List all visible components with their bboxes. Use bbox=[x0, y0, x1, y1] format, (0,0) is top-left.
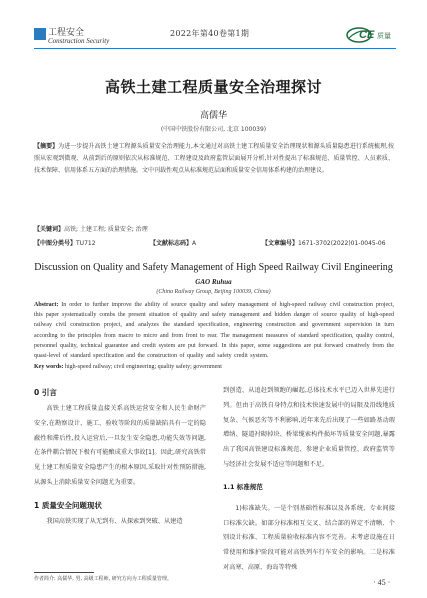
keywords-cn bbox=[34, 224, 148, 233]
journal-header bbox=[0, 0, 427, 54]
intro-paragraph: 高铁土建工程质量直接关系高铁运营安全和人民生命财产安全,在勘察设计、施工、验收等阶段的质量缺陷具有一定的隐蔽性和滞后性,投入运营后,一旦发生安全隐患,功能失效等问题,在条件耦合情况下极有可能酿成重大事故[1]。因此,研究高铁常见土建工程质量安全隐患产生的根本原因,采取针对性预防措施,从源头上消除质量安全问题尤为重要。 bbox=[34, 405, 206, 486]
section-heading-status: 1 质量安全问题现状 bbox=[34, 500, 102, 510]
keywords-text: 高铁; 土建工程; 质量安全; 治理 bbox=[64, 226, 148, 233]
keywords-en bbox=[34, 364, 222, 370]
journal-name-en: Construction Security bbox=[48, 37, 110, 45]
footnote-divider bbox=[34, 572, 94, 573]
article-title: 高铁土建工程质量安全治理探讨 bbox=[104, 78, 322, 96]
badge-mark: CE bbox=[359, 29, 375, 41]
keywords-en-text: high-speed railway; civil engineering; quality safety; government bbox=[65, 364, 222, 370]
author-name-en: GAO Ruhua bbox=[195, 278, 232, 286]
author-affiliation-en: (China Railway Group, Beijing 100039, China) bbox=[156, 289, 271, 295]
journal-name: 工程安全 bbox=[48, 27, 85, 37]
journal-logo-icon bbox=[34, 28, 46, 40]
doc-value: A bbox=[192, 240, 197, 247]
clc-number bbox=[34, 238, 96, 247]
right-paragraph: 到创造、从追赶到领跑的崛起,总体技术水平已迈入世界先进行列。但由于高铁自身特点和技术快速发展中的局限及沿线地质复杂、气候恶劣等不利影响,近年来先后出现了一些如路基动瑕增纳、隧道衬砌掉块、桥梁缆索构件损坏等质量安全问题,暴露出了我国高铁建设标准规范、参建企业质量管控、政府监管等与经济社会发展不适应等问题和不足。 bbox=[223, 387, 395, 468]
author-affiliation: (中国中铁股份有限公司, 北京 100039) bbox=[160, 126, 267, 133]
page-number: · 45 · bbox=[373, 578, 391, 587]
article-label: 【文章编号】 bbox=[262, 240, 299, 247]
article-title-en: Discussion on Quality and Safety Management of High Speed Railway Civil Engineering bbox=[34, 262, 393, 273]
doc-label: 【文献标志码】 bbox=[150, 240, 193, 247]
author-name: 高儒华 bbox=[199, 111, 227, 121]
journal-issue: 2022年第40卷第1期 bbox=[170, 29, 250, 38]
subsection-heading-standards: 1.1 标准规范 bbox=[223, 483, 263, 492]
author-footnote: 作者简介: 高儒华, 男, 高级工程师, 研究方向为工程质量管理。 bbox=[34, 576, 172, 582]
abstract-en-label: Abstract: bbox=[34, 302, 59, 308]
header-divider bbox=[34, 48, 396, 49]
status-paragraph: 我国高铁实现了从无到有、从探索到突破、从建造 bbox=[46, 517, 183, 525]
document-code bbox=[150, 238, 196, 247]
abstract-text: 为进一步提升高铁土建工程源头质量安全治理能力,本文通过对高铁土建工程质量安全治理现状和源头质量隐患进行系统梳理,按照从宏观到微观、从前到后的原则依次从标准规范、工程建设及政府监管层面展开分析,针对性提出了标准规范、质量管控、人员素质、技术保障、信用体系五方面的治理措施。文中刊载性观点从标准规范层面和质量安全信用体系构建的治理建议。 bbox=[34, 143, 394, 174]
standards-paragraph: 1)标准缺失。一是个别基础性标准以及各系统、专业间接口标准欠缺。如部分标准相互交叉、结合部的界定不清晰、个别设计标准、工程质量验收标准内容不完善。未考虑设施在日常使用和维护阶段可能对高铁列车行车安全的影响。二是标准对高寒、高原、海岛等特殊 bbox=[223, 504, 395, 571]
keywords-label: 【关键词】 bbox=[34, 226, 65, 233]
badge-label: 质量 bbox=[377, 33, 391, 40]
abstract-en-text: In order to further improve the ability of source quality and safety management of high-speed railway civil construction project, this paper systematically combs the present situation of quality and safety management and hidden danger of source quality of high-speed railway civil construction project, and analyzes the standard specification, engineering construction and government supervision in turn according to the principles from macro to micro and from front to rear. The management measures of standard specification, quality control, personnel quality, technical guarantee and credit system are put forward. In this paper, some suggestions are put forward creatively from the quasi-level of standard specification and the construction of quality and safety credit system. bbox=[34, 302, 394, 360]
abstract-en bbox=[34, 300, 394, 361]
keywords-en-label: Key words: bbox=[34, 364, 64, 370]
abstract-label: 【摘要】 bbox=[34, 143, 59, 150]
clc-label: 【中图分类号】 bbox=[34, 240, 77, 247]
abstract-cn bbox=[34, 141, 394, 177]
article-number bbox=[262, 238, 386, 247]
body-right-column bbox=[223, 384, 395, 576]
body-left-column bbox=[34, 384, 206, 530]
section-heading-intro: 0 引言 bbox=[34, 388, 57, 397]
clc-value: TU712 bbox=[76, 240, 96, 247]
article-value: 1671-3702(2022)01-0045-06 bbox=[298, 240, 386, 247]
